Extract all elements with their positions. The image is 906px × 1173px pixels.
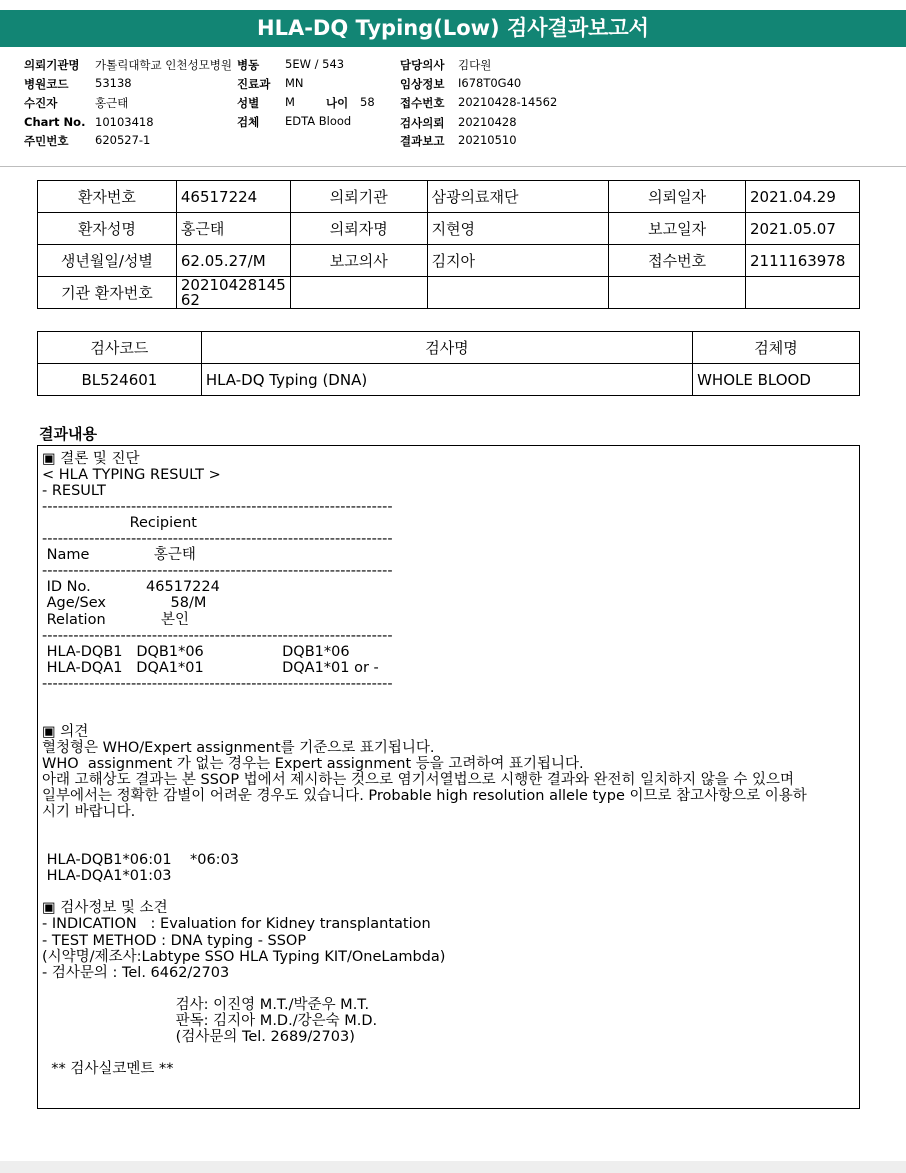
- age-value: 58: [360, 95, 375, 109]
- ward-label: 병동: [237, 58, 260, 72]
- resident-value: 620527-1: [95, 133, 151, 147]
- table-cell: 삼광의료재단: [427, 181, 609, 213]
- result-report-label: 결과보고: [400, 134, 445, 148]
- table-row: [38, 364, 860, 396]
- result-line: HLA-DQB1 DQB1*06 DQB1*06: [42, 643, 350, 660]
- sex-label: 성별: [237, 96, 260, 110]
- result-line: HLA-DQB1*06:01 *06:03: [42, 852, 240, 869]
- hospcode-label: 병원코드: [24, 77, 69, 91]
- result-line: (시약명/제조사:Labtype SSO HLA Typing KIT/OneLambda): [42, 948, 446, 965]
- result-line: 시기 바랍니다.: [42, 804, 136, 821]
- request-label: 검사의뢰: [400, 116, 445, 130]
- result-line: 혈청형은 WHO/Expert assignment를 기준으로 표기됩니다.: [42, 739, 435, 756]
- table-header-row: [38, 332, 860, 364]
- result-line: Relation 본인: [42, 611, 189, 628]
- report-title: HLA-DQ Typing(Low) 검사결과보고서: [0, 10, 906, 47]
- resident-label: 주민번호: [24, 134, 69, 148]
- table-cell: 환자성명: [38, 213, 177, 245]
- result-line: - INDICATION : Evaluation for Kidney transplantation: [42, 916, 431, 933]
- hospital-label: 의뢰기관명: [24, 58, 80, 72]
- result-line: Age/Sex 58/M: [42, 595, 207, 612]
- examinee-label: 수진자: [24, 96, 58, 110]
- table-cell: [609, 277, 746, 309]
- hospcode-value: 53138: [95, 76, 132, 90]
- table-cell: 2021.04.29: [746, 181, 860, 213]
- dept-label: 진료과: [237, 77, 271, 91]
- result-report-value: 20210510: [458, 133, 517, 147]
- institution-patient-no: [176, 277, 290, 309]
- table-row: [38, 245, 860, 277]
- result-line: ▣ 결론 및 진단: [42, 451, 140, 467]
- receipt-value: 20210428-14562: [458, 95, 558, 109]
- table-cell: 보고의사: [290, 245, 427, 277]
- table-row: [38, 213, 860, 245]
- table-cell: HLA-DQ Typing (DNA): [201, 364, 692, 396]
- result-line: - 검사문의 : Tel. 6462/2703: [42, 964, 230, 981]
- patient-info-table: [37, 180, 860, 309]
- table-cell: 홍근태: [176, 213, 290, 245]
- result-line: -------------------------------------------------------------------: [42, 499, 393, 516]
- examinee-value: 홍근태: [95, 96, 129, 110]
- table-cell: 의뢰기관: [290, 181, 427, 213]
- result-line: (검사문의 Tel. 2689/2703): [42, 1028, 355, 1045]
- bottom-strip: [0, 1161, 906, 1173]
- results-section-title: 결과내용: [39, 425, 97, 443]
- chart-label: Chart No.: [24, 115, 86, 129]
- result-line: ▣ 의견: [42, 723, 89, 740]
- specimen-label: 검체: [237, 115, 260, 129]
- dept-value: MN: [285, 76, 304, 90]
- result-line: -------------------------------------------------------------------: [42, 531, 393, 548]
- doctor-label: 담당의사: [400, 58, 445, 72]
- table-cell: 기관 환자번호: [38, 277, 177, 309]
- report-header-info: [0, 55, 906, 167]
- clinical-value: I678T0G40: [458, 76, 522, 90]
- table-cell: 생년월일/성별: [38, 245, 177, 277]
- institution-patient-no-line2: 62: [180, 290, 200, 309]
- result-line: - TEST METHOD : DNA typing - SSOP: [42, 932, 307, 949]
- result-line: ▣ 검사정보 및 소견: [42, 900, 168, 917]
- table-header-cell: 검체명: [693, 332, 860, 364]
- result-line: < HLA TYPING RESULT >: [42, 467, 221, 484]
- table-cell: 보고일자: [609, 213, 746, 245]
- age-label: 나이: [326, 96, 349, 110]
- ward-value: 5EW / 543: [285, 57, 345, 71]
- table-cell: 2111163978: [746, 245, 860, 277]
- specimen-value: EDTA Blood: [285, 114, 352, 128]
- header-divider: [0, 166, 906, 167]
- result-line: 아래 고해상도 결과는 본 SSOP 법에서 제시하는 것으로 염기서열법으로 시행한 결과와 완전히 일치하지 않을 수 있으며: [42, 772, 795, 788]
- table-cell: 접수번호: [609, 245, 746, 277]
- result-line: Recipient: [42, 515, 197, 532]
- table-cell: 의뢰일자: [609, 181, 746, 213]
- table-row: [38, 181, 860, 213]
- table-cell: 지현영: [427, 213, 609, 245]
- result-line: WHO assignment 가 없는 경우는 Expert assignment 등을 고려하여 표기됩니다.: [42, 755, 584, 772]
- doctor-value: 김다원: [458, 58, 492, 72]
- table-cell: 62.05.27/M: [176, 245, 290, 277]
- table-cell: 김지아: [427, 245, 609, 277]
- table-cell: [427, 277, 609, 309]
- table-cell: WHOLE BLOOD: [693, 364, 860, 396]
- table-cell: BL524601: [38, 364, 202, 396]
- result-line: 검사: 이진영 M.T./박준우 M.T.: [42, 996, 370, 1013]
- table-header-cell: 검사코드: [38, 332, 202, 364]
- test-info-table: [37, 331, 860, 396]
- result-line: -------------------------------------------------------------------: [42, 627, 393, 644]
- chart-value: 10103418: [95, 115, 154, 129]
- receipt-label: 접수번호: [400, 96, 445, 110]
- result-line: -------------------------------------------------------------------: [42, 563, 393, 580]
- result-line: - RESULT: [42, 483, 106, 500]
- table-cell: 2021.05.07: [746, 213, 860, 245]
- table-header-cell: 검사명: [201, 332, 692, 364]
- table-cell: [290, 277, 427, 309]
- result-line: ** 검사실코멘트 **: [42, 1060, 174, 1077]
- hospital-value: 가톨릭대학교 인천성모병원: [95, 58, 232, 72]
- institution-patient-no-line1: 20210428145: [180, 276, 286, 294]
- result-line: ID No. 46517224: [42, 579, 220, 596]
- result-line: 판독: 김지아 M.D./강은숙 M.D.: [42, 1012, 378, 1029]
- result-line: Name 홍근태: [42, 547, 196, 564]
- request-value: 20210428: [458, 115, 517, 129]
- clinical-label: 임상정보: [400, 77, 445, 91]
- table-cell: 환자번호: [38, 181, 177, 213]
- table-cell: 46517224: [176, 181, 290, 213]
- result-line: 일부에서는 정확한 감별이 어려운 경우도 있습니다. Probable high resolution allele type 이므로 참고사항으로 이용하: [42, 788, 807, 805]
- sex-value: M: [285, 95, 295, 109]
- result-line: -------------------------------------------------------------------: [42, 675, 393, 692]
- table-cell: [746, 277, 860, 309]
- table-row: [38, 277, 860, 309]
- result-line: HLA-DQA1*01:03: [42, 868, 172, 885]
- table-cell: 의뢰자명: [290, 213, 427, 245]
- result-line: HLA-DQA1 DQA1*01 DQA1*01 or -: [42, 659, 379, 676]
